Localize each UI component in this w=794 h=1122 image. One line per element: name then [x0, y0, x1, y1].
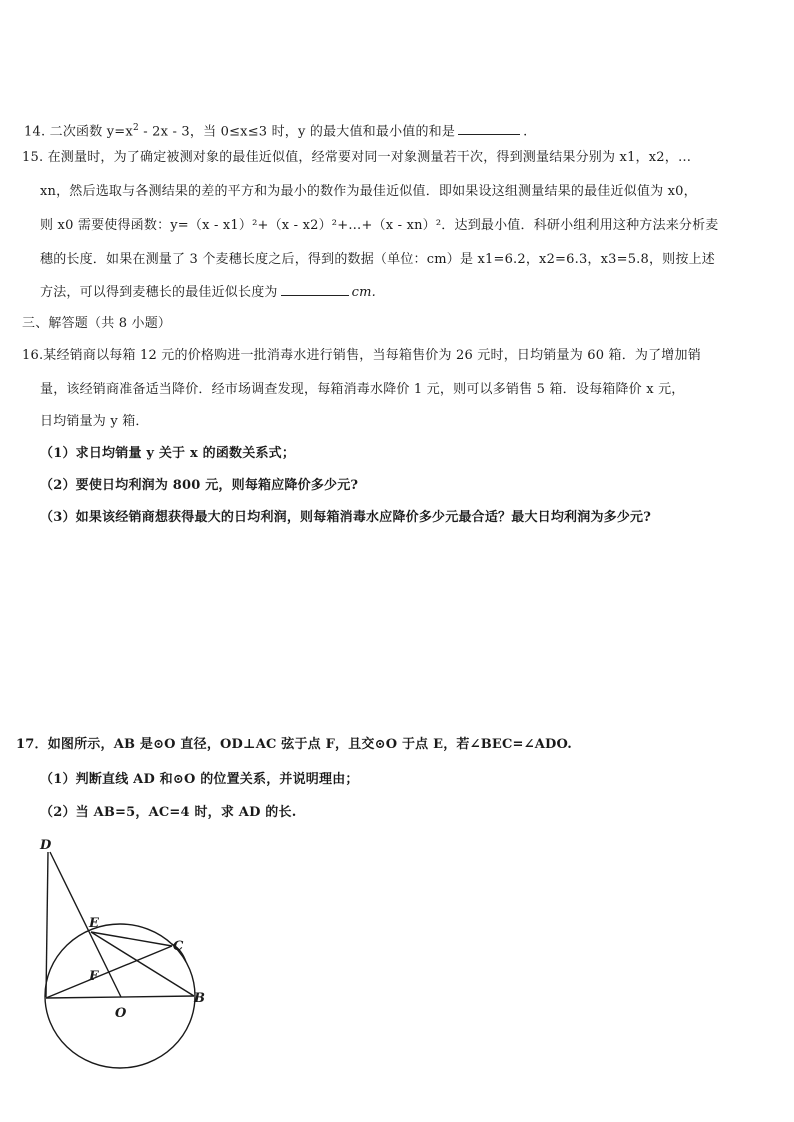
question-16-line-1: 16.某经销商以每箱 12 元的价格购进一批消毒水进行销售，当每箱售价为 26 元时，日均销量为 60 箱．为了增加销 — [22, 348, 701, 363]
question-14-text-b: - 2x - 3，当 0≤x≤3 时，y 的最大值和最小值的和是 — [138, 124, 456, 140]
question-16-line-2: 量，该经销商准备适当降价．经市场调查发现，每箱消毒水降价 1 元，则可以多销售 5 箱．设每箱降价 x 元， — [40, 382, 685, 397]
label-d: D — [40, 838, 52, 853]
question-15-line-3: 则 x0 需要使得函数：y=（x - x1）²+（x - x2）²+…+（x - xn）²．达到最小值．科研小组利用这种方法来分析麦 — [40, 218, 719, 233]
question-14-number: 14. — [24, 124, 46, 140]
label-b: B — [194, 991, 205, 1006]
question-15-line-4: 穗的长度．如果在测量了 3 个麦穗长度之后，得到的数据（单位：cm）是 x1=6.2，x2=6.3，x3=5.8，则按上述 — [40, 252, 715, 267]
question-17-line-1: 17．如图所示，AB 是⊙O 直径，OD⊥AC 弦于点 F，且交⊙O 于点 E，若∠BEC=∠ADO. — [16, 737, 572, 752]
line-ab — [46, 996, 194, 998]
label-o: O — [115, 1006, 127, 1021]
question-15-line-1: 15. 在测量时，为了确定被测对象的最佳近似值，经常要对同一对象测量若干次，得到测量结果分别为 x1，x2，… — [22, 150, 692, 165]
question-14-end: . — [523, 124, 528, 140]
question-15-line-2: xn，然后选取与各测结果的差的平方和为最小的数作为最佳近似值．即如果设这组测量结果的最佳近似值为 x0， — [40, 184, 697, 199]
question-16-sub-2: （2）要使日均利润为 800 元，则每箱应降价多少元? — [40, 478, 359, 493]
label-e: E — [89, 916, 99, 931]
question-15-line-5-text: 方法，可以得到麦穗长的最佳近似长度为 — [40, 285, 278, 300]
section-heading: 三、解答题（共 8 小题） — [22, 316, 172, 331]
question-17-sub-1: （1）判断直线 AD 和⊙O 的位置关系，并说明理由； — [40, 772, 359, 787]
label-c: C — [173, 939, 184, 954]
question-16-sub-1: （1）求日均销量 y 关于 x 的函数关系式； — [40, 446, 296, 461]
question-16-sub-3: （3）如果该经销商想获得最大的日均利润，则每箱消毒水应降价多少元最合适？最大日均利润为多少元? — [40, 510, 652, 525]
question-16-line-3: 日均销量为 y 箱． — [40, 414, 149, 429]
label-f: F — [89, 969, 99, 984]
line-ac — [46, 946, 172, 998]
question-14-text-a: 二次函数 y=x — [49, 124, 133, 140]
question-15-unit: cm. — [351, 285, 376, 300]
question-14-exponent: 2 — [132, 123, 139, 133]
question-17-sub-2: （2）当 AB=5，AC=4 时，求 AD 的长. — [40, 805, 297, 820]
